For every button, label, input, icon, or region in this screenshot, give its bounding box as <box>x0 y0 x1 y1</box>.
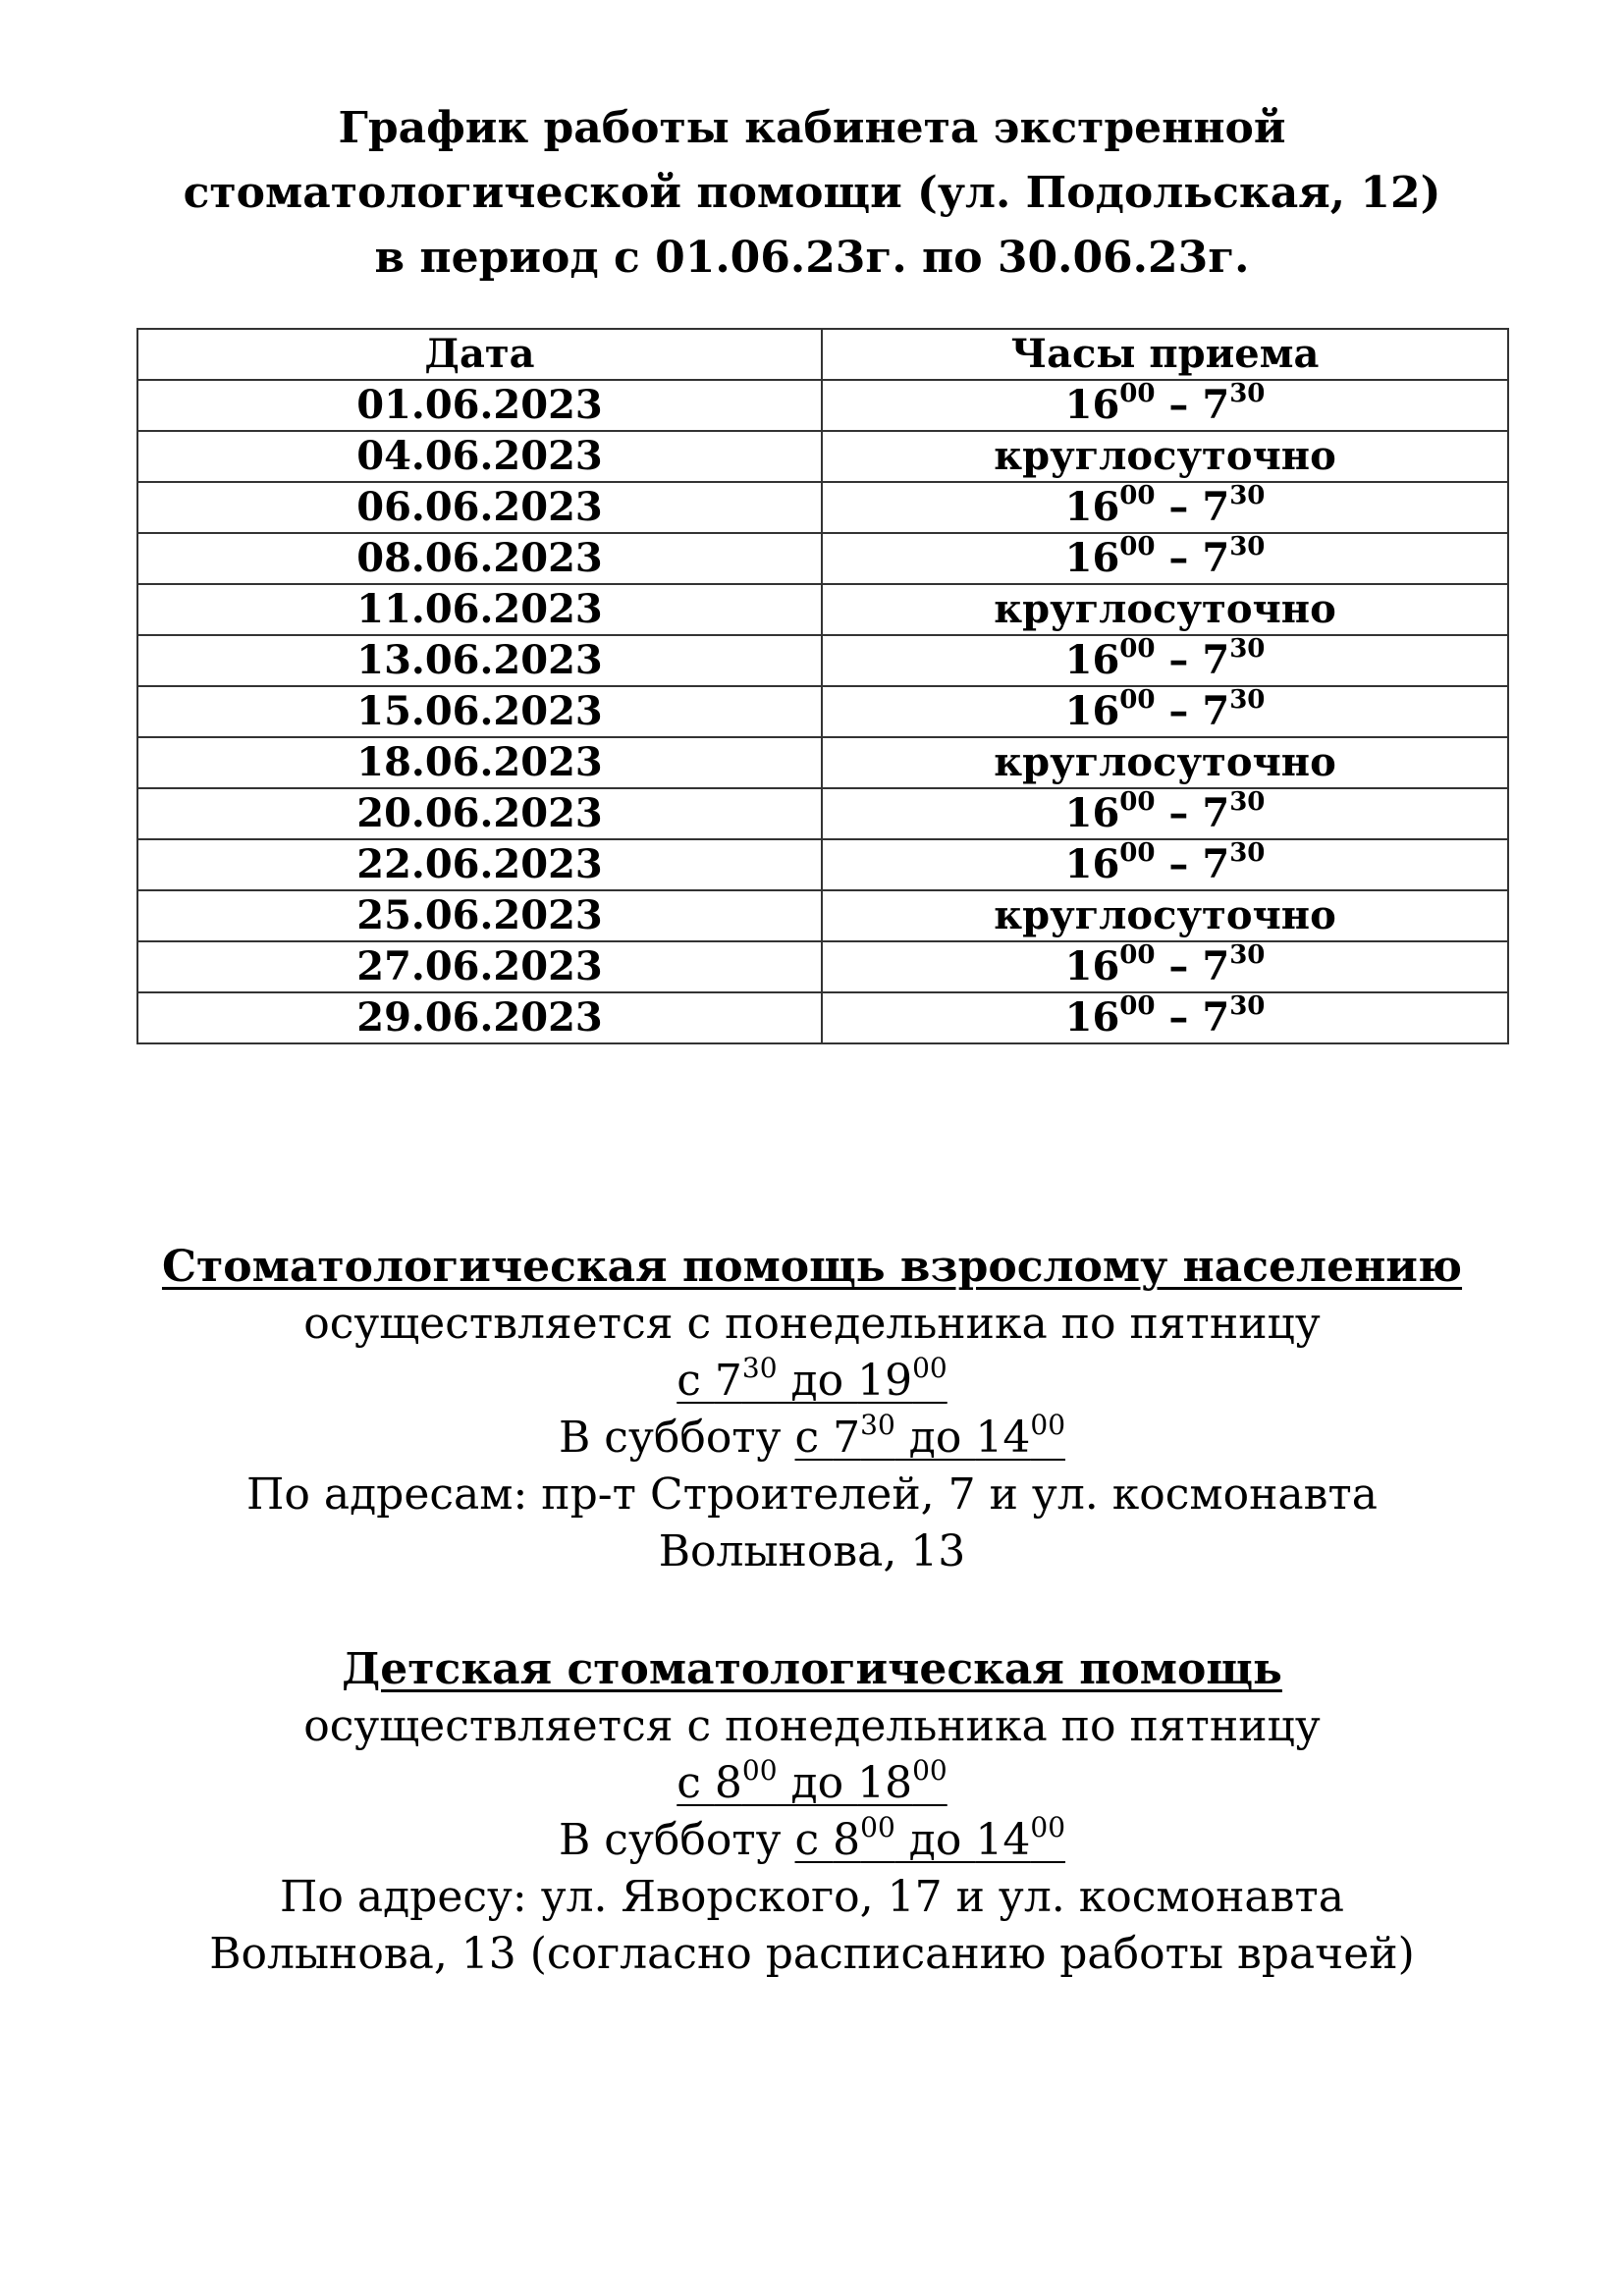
saturday-label: В субботу <box>558 1413 795 1463</box>
time-from-minutes: 00 <box>1119 838 1156 868</box>
document-title <box>0 96 1624 291</box>
time-from: 16 <box>1064 994 1120 1041</box>
hours-mid: до <box>894 1413 976 1463</box>
cell-hours <box>822 788 1508 839</box>
time-to-minutes: 30 <box>1229 991 1266 1021</box>
hours-to-minutes: 00 <box>912 1754 947 1787</box>
time-from: 16 <box>1064 484 1120 530</box>
cell-hours <box>822 380 1508 431</box>
child-care-section <box>0 1641 1624 1983</box>
time-from-minutes: 00 <box>1119 634 1156 664</box>
hours-from: 8 <box>833 1815 861 1865</box>
time-from-minutes: 00 <box>1119 379 1156 408</box>
saturday-label: В субботу <box>558 1815 795 1865</box>
hours-prefix: с <box>794 1815 834 1865</box>
hours-from-minutes: 30 <box>741 1352 778 1384</box>
hours-to: 14 <box>975 1413 1031 1463</box>
time-from-minutes: 00 <box>1119 532 1156 561</box>
hours-to-minutes: 00 <box>1030 1409 1066 1441</box>
table-row <box>137 431 1508 482</box>
table-header-row <box>137 329 1508 380</box>
header-date: Дата <box>137 329 822 380</box>
time-dash: – <box>1155 535 1203 581</box>
time-dash: – <box>1155 994 1203 1041</box>
child-weekday-hours <box>0 1755 1624 1812</box>
time-to: 7 <box>1202 637 1230 683</box>
cell-date: 15.06.2023 <box>137 686 822 737</box>
adult-heading: Стоматологическая помощь взрослому населению <box>161 1242 1463 1292</box>
hours-prefix: с <box>677 1356 715 1406</box>
title-line-1: График работы кабинета экстренной <box>338 103 1286 153</box>
title-line-3: в период с 01.06.23г. по 30.06.23г. <box>374 233 1250 283</box>
child-address-line-1: По адресу: ул. Яворского, 17 и ул. космонавта <box>280 1872 1344 1922</box>
time-to-minutes: 30 <box>1229 532 1266 561</box>
table-row <box>137 992 1508 1043</box>
time-from: 16 <box>1064 382 1120 428</box>
child-heading: Детская стоматологическая помощь <box>342 1644 1282 1694</box>
table-row <box>137 380 1508 431</box>
hours-from: 8 <box>714 1758 742 1808</box>
time-dash: – <box>1155 688 1203 734</box>
time-to: 7 <box>1202 994 1230 1041</box>
child-saturday-hours-range <box>794 1811 1066 1865</box>
hours-prefix: с <box>794 1413 834 1463</box>
child-address-line-2: Волынова, 13 (согласно расписанию работы врачей) <box>209 1929 1415 1979</box>
table-row <box>137 941 1508 992</box>
schedule-table <box>136 328 1509 1044</box>
cell-date: 20.06.2023 <box>137 788 822 839</box>
table-row <box>137 686 1508 737</box>
hours-mid: до <box>777 1356 858 1406</box>
time-from: 16 <box>1064 943 1120 989</box>
time-dash: – <box>1155 841 1203 887</box>
adult-saturday <box>0 1410 1624 1467</box>
hours-from: 7 <box>833 1413 861 1463</box>
cell-hours <box>822 686 1508 737</box>
cell-date: 25.06.2023 <box>137 890 822 941</box>
cell-date: 06.06.2023 <box>137 482 822 533</box>
time-to-minutes: 30 <box>1229 634 1266 664</box>
table-row <box>137 839 1508 890</box>
schedule-body <box>137 380 1508 1043</box>
adult-saturday-hours-range <box>794 1409 1066 1463</box>
time-to-minutes: 30 <box>1229 379 1266 408</box>
time-from: 16 <box>1064 688 1120 734</box>
adult-address-line-2: Волынова, 13 <box>658 1526 966 1576</box>
cell-hours <box>822 941 1508 992</box>
time-from-minutes: 00 <box>1119 991 1156 1021</box>
time-to: 7 <box>1202 688 1230 734</box>
time-from-minutes: 00 <box>1119 787 1156 817</box>
time-to-minutes: 30 <box>1229 481 1266 510</box>
header-hours: Часы приема <box>822 329 1508 380</box>
cell-hours <box>822 482 1508 533</box>
hours-to: 19 <box>857 1356 913 1406</box>
cell-hours: круглосуточно <box>822 890 1508 941</box>
hours-from-minutes: 30 <box>860 1409 895 1441</box>
time-from: 16 <box>1064 841 1120 887</box>
title-line-2: стоматологической помощи (ул. Подольская, 12) <box>183 168 1441 218</box>
cell-date: 18.06.2023 <box>137 737 822 788</box>
hours-to: 18 <box>857 1758 913 1808</box>
time-to-minutes: 30 <box>1229 838 1266 868</box>
hours-to: 14 <box>975 1815 1031 1865</box>
time-to: 7 <box>1202 841 1230 887</box>
adult-weekday-hours-range <box>677 1352 947 1406</box>
child-saturday <box>0 1812 1624 1869</box>
child-weekday-hours-range <box>677 1754 947 1808</box>
cell-date: 13.06.2023 <box>137 635 822 686</box>
cell-date: 04.06.2023 <box>137 431 822 482</box>
cell-date: 27.06.2023 <box>137 941 822 992</box>
time-dash: – <box>1155 943 1203 989</box>
hours-from-minutes: 00 <box>741 1754 778 1787</box>
cell-date: 01.06.2023 <box>137 380 822 431</box>
time-from-minutes: 00 <box>1119 685 1156 715</box>
adult-weekday-hours <box>0 1353 1624 1410</box>
time-to: 7 <box>1202 382 1230 428</box>
time-to: 7 <box>1202 484 1230 530</box>
time-from-minutes: 00 <box>1119 481 1156 510</box>
adult-care-section <box>0 1239 1624 1580</box>
time-to: 7 <box>1202 790 1230 836</box>
time-to-minutes: 30 <box>1229 685 1266 715</box>
cell-date: 11.06.2023 <box>137 584 822 635</box>
hours-from: 7 <box>714 1356 742 1406</box>
table-row <box>137 788 1508 839</box>
hours-mid: до <box>777 1758 858 1808</box>
time-dash: – <box>1155 484 1203 530</box>
cell-hours <box>822 839 1508 890</box>
cell-hours: круглосуточно <box>822 431 1508 482</box>
table-row <box>137 533 1508 584</box>
time-dash: – <box>1155 790 1203 836</box>
table-row <box>137 737 1508 788</box>
time-from-minutes: 00 <box>1119 940 1156 970</box>
time-from: 16 <box>1064 790 1120 836</box>
time-dash: – <box>1155 637 1203 683</box>
time-to: 7 <box>1202 535 1230 581</box>
adult-address-line-1: По адресам: пр-т Строителей, 7 и ул. космонавта <box>246 1469 1378 1520</box>
cell-date: 22.06.2023 <box>137 839 822 890</box>
cell-hours <box>822 992 1508 1043</box>
cell-hours: круглосуточно <box>822 737 1508 788</box>
child-weekdays: осуществляется с понедельника по пятницу <box>303 1701 1321 1751</box>
table-row <box>137 890 1508 941</box>
hours-mid: до <box>894 1815 976 1865</box>
time-from: 16 <box>1064 535 1120 581</box>
time-to-minutes: 30 <box>1229 940 1266 970</box>
table-row <box>137 482 1508 533</box>
time-to: 7 <box>1202 943 1230 989</box>
hours-to-minutes: 00 <box>912 1352 947 1384</box>
cell-date: 08.06.2023 <box>137 533 822 584</box>
adult-weekdays: осуществляется с понедельника по пятницу <box>303 1299 1321 1349</box>
cell-hours: круглосуточно <box>822 584 1508 635</box>
cell-hours <box>822 635 1508 686</box>
time-dash: – <box>1155 382 1203 428</box>
hours-to-minutes: 00 <box>1030 1811 1066 1843</box>
hours-from-minutes: 00 <box>860 1811 895 1843</box>
time-from: 16 <box>1064 637 1120 683</box>
table-row <box>137 635 1508 686</box>
time-to-minutes: 30 <box>1229 787 1266 817</box>
table-row <box>137 584 1508 635</box>
cell-hours <box>822 533 1508 584</box>
cell-date: 29.06.2023 <box>137 992 822 1043</box>
hours-prefix: с <box>677 1758 715 1808</box>
